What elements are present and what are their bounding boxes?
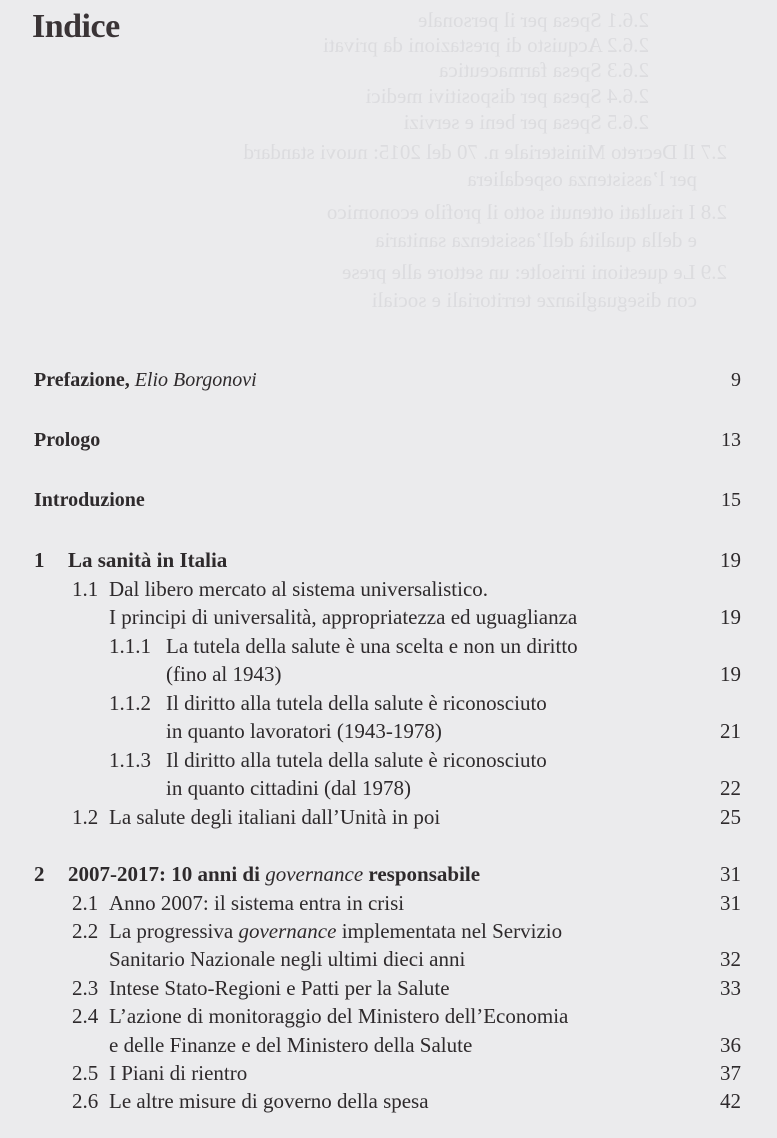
- section-title-line: Il diritto alla tutela della salute è riconosciuto: [166, 748, 547, 772]
- bleed-line: 2.6.3 Spesa farmaceutica: [439, 58, 649, 82]
- bleed-line: 2.6.2 Acquisto di prestazioni da privati: [322, 33, 649, 57]
- page-number: 37: [720, 1061, 741, 1085]
- bleed-through: [0, 0, 777, 340]
- section-title-italic: governance: [238, 919, 337, 943]
- section-number: 2.4: [72, 1004, 99, 1028]
- section-title-line: Il diritto alla tutela della salute è riconosciuto: [166, 691, 547, 715]
- section-number: 2.6: [72, 1089, 99, 1113]
- page-number: 13: [721, 429, 741, 451]
- section-title-line: e delle Finanze e del Ministero della Salute: [109, 1033, 473, 1057]
- section-title-part: La progressiva: [109, 919, 239, 943]
- bleed-line: 2.6.1 Spesa per il personale: [418, 8, 649, 32]
- page-number: 42: [720, 1089, 741, 1113]
- bleed-line: con diseguaglianze territoriali e sociali: [371, 288, 697, 312]
- section-number: 2.1: [72, 891, 99, 915]
- section-title-part: implementata nel Servizio: [336, 919, 563, 943]
- chapter-number: 1: [34, 548, 45, 572]
- section-title-line: in quanto lavoratori (1943-1978): [166, 719, 442, 743]
- page-number: 19: [720, 662, 741, 686]
- page-number: 25: [720, 805, 741, 829]
- entry-label: Introduzione: [34, 489, 145, 511]
- bleed-line: e della qualità dell’assistenza sanitaria: [375, 228, 697, 252]
- page-number: 36: [720, 1033, 741, 1057]
- section-title-line: Anno 2007: il sistema entra in crisi: [109, 891, 405, 915]
- entry-author: Elio Borgonovi: [134, 369, 257, 391]
- section-title-line: [109, 916, 562, 946]
- section-title-line: La tutela della salute è una scelta e non un diritto: [166, 634, 578, 658]
- section-number: 2.5: [72, 1061, 99, 1085]
- page-number: 33: [720, 976, 741, 1000]
- section-number: 1.2: [72, 805, 99, 829]
- bleed-line: 2.6.4 Spesa per dispositivi medici: [365, 84, 649, 108]
- section-title-line: in quanto cittadini (dal 1978): [166, 776, 411, 800]
- section-number: 1.1: [72, 577, 99, 601]
- chapter-title-part: responsabile: [363, 862, 481, 886]
- section-title-line: Le altre misure di governo della spesa: [109, 1089, 429, 1113]
- section-title-line: Sanitario Nazionale negli ultimi dieci anni: [109, 947, 466, 971]
- section-title-line: L’azione di monitoraggio del Ministero dell’Economia: [109, 1004, 569, 1028]
- section-number: 2.2: [72, 919, 99, 943]
- chapter-title-part: 2007-2017: 10 anni di: [68, 862, 266, 886]
- entry-label: Prologo: [34, 429, 101, 451]
- bleed-line: 2.7 Il Decreto Ministeriale n. 70 del 2015: nuovi standard: [243, 140, 727, 164]
- section-number: 1.1.2: [109, 691, 151, 715]
- page-number: 31: [720, 891, 741, 915]
- section-number: 2.3: [72, 976, 99, 1000]
- page-number: 31: [720, 862, 741, 886]
- bleed-line: 2.8 I risultati ottenuti sotto il profilo economico: [326, 200, 727, 224]
- bleed-line: 2.9 Le questioni irrisolte: un settore alle prese: [342, 260, 727, 284]
- page-number: 32: [720, 947, 741, 971]
- chapter-title-italic: governance: [265, 862, 364, 886]
- section-title-line: Intese Stato-Regioni e Patti per la Salute: [109, 976, 450, 1000]
- page-number: 22: [720, 776, 741, 800]
- bleed-line: per l’assistenza ospedaliera: [467, 167, 697, 191]
- section-title-line: I principi di universalità, appropriatezza ed uguaglianza: [109, 605, 578, 629]
- page-number: 19: [720, 548, 741, 572]
- section-title-line: La salute degli italiani dall’Unità in poi: [109, 805, 441, 829]
- section-number: 1.1.3: [109, 748, 151, 772]
- chapter-number: 2: [34, 862, 45, 886]
- page-number: 9: [731, 369, 741, 391]
- page-title: Indice: [32, 8, 120, 45]
- bleed-line: 2.6.5 Spesa per beni e servizi: [403, 110, 649, 134]
- section-title-line: (fino al 1943): [166, 662, 282, 686]
- section-title-line: I Piani di rientro: [109, 1061, 248, 1085]
- chapter-title: [68, 859, 480, 889]
- entry-label: Prefazione: [34, 369, 125, 391]
- section-title-line: Dal libero mercato al sistema universalistico.: [109, 577, 489, 601]
- section-number: 1.1.1: [109, 634, 151, 658]
- chapter-title: La sanità in Italia: [68, 548, 228, 572]
- page-number: 15: [721, 489, 741, 511]
- page-number: 19: [720, 605, 741, 629]
- page-number: 21: [720, 719, 741, 743]
